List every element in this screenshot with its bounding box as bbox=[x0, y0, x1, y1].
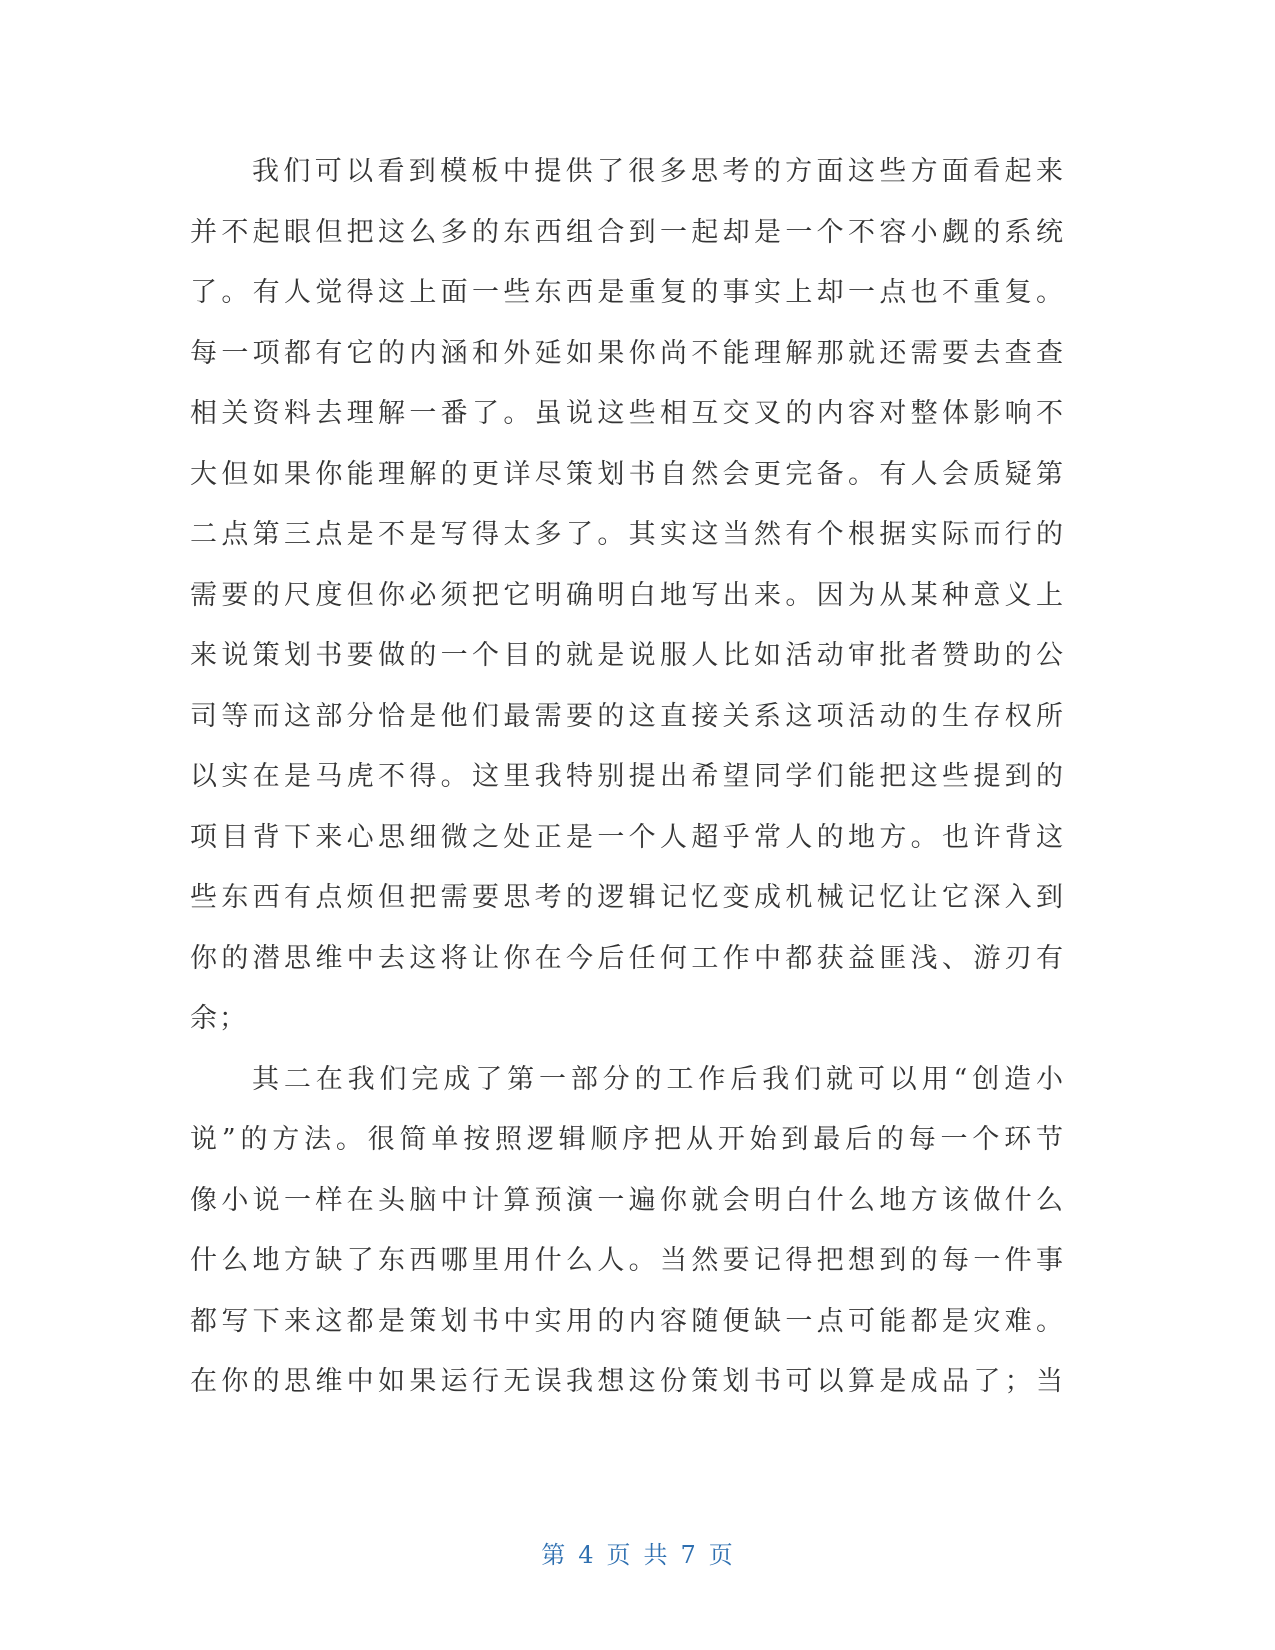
text-line: 需要的尺度但你必须把它明确明白地写出来。因为从某种意义上 bbox=[190, 579, 1065, 611]
text-line: 余； bbox=[190, 1003, 248, 1034]
text-line: 每一项都有它的内涵和外延如果你尚不能理解那就还需要去查查 bbox=[190, 337, 1065, 369]
text-line: 来说策划书要做的一个目的就是说服人比如活动审批者赞助的公 bbox=[190, 640, 1065, 671]
text-line: 其二在我们完成了第一部分的工作后我们就可以用“创造小 bbox=[252, 1063, 1065, 1095]
footer-prefix: 第 bbox=[541, 1541, 567, 1569]
text-line: 在你的思维中如果运行无误我想这份策划书可以算是成品了；当 bbox=[190, 1366, 1065, 1397]
text-line: 大但如果你能理解的更详尽策划书自然会更完备。有人会质疑第 bbox=[190, 458, 1065, 490]
text-line: 二点第三点是不是写得太多了。其实这当然有个根据实际而行的 bbox=[190, 519, 1065, 550]
text-line: 了。有人觉得这上面一些东西是重复的事实上却一点也不重复。 bbox=[190, 277, 1065, 308]
text-line: 相关资料去理解一番了。虽说这些相互交叉的内容对整体影响不 bbox=[190, 398, 1065, 429]
footer-suffix: 页 bbox=[708, 1541, 734, 1569]
text-line: 项目背下来心思细微之处正是一个人超乎常人的地方。也许背这 bbox=[190, 821, 1065, 853]
footer-page-total: 7 bbox=[680, 1541, 697, 1569]
text-line: 我们可以看到模板中提供了很多思考的方面这些方面看起来 bbox=[252, 156, 1065, 187]
text-line: 像小说一样在头脑中计算预演一遍你就会明白什么地方该做什么 bbox=[190, 1184, 1065, 1216]
text-line: 以实在是马虎不得。这里我特别提出希望同学们能把这些提到的 bbox=[190, 761, 1065, 792]
page-footer bbox=[0, 1535, 1275, 1570]
text-line: 什么地方缺了东西哪里用什么人。当然要记得把想到的每一件事 bbox=[190, 1245, 1065, 1276]
document-body bbox=[190, 142, 1065, 1413]
text-line: 并不起眼但把这么多的东西组合到一起却是一个不容小觑的系统 bbox=[190, 216, 1065, 248]
text-line: 都写下来这都是策划书中实用的内容随便缺一点可能都是灾难。 bbox=[190, 1305, 1065, 1337]
footer-total-label: 共 bbox=[643, 1541, 669, 1569]
text-line: 些东西有点烦但把需要思考的逻辑记忆变成机械记忆让它深入到 bbox=[190, 882, 1065, 913]
text-line: 说”的方法。很简单按照逻辑顺序把从开始到最后的每一个环节 bbox=[190, 1124, 1065, 1155]
text-line: 司等而这部分恰是他们最需要的这直接关系这项活动的生存权所 bbox=[190, 700, 1065, 732]
text-line: 你的潜思维中去这将让你在今后任何工作中都获益匪浅、游刃有 bbox=[190, 942, 1065, 974]
footer-page-label: 页 bbox=[606, 1541, 632, 1569]
footer-page-current: 4 bbox=[578, 1541, 595, 1569]
